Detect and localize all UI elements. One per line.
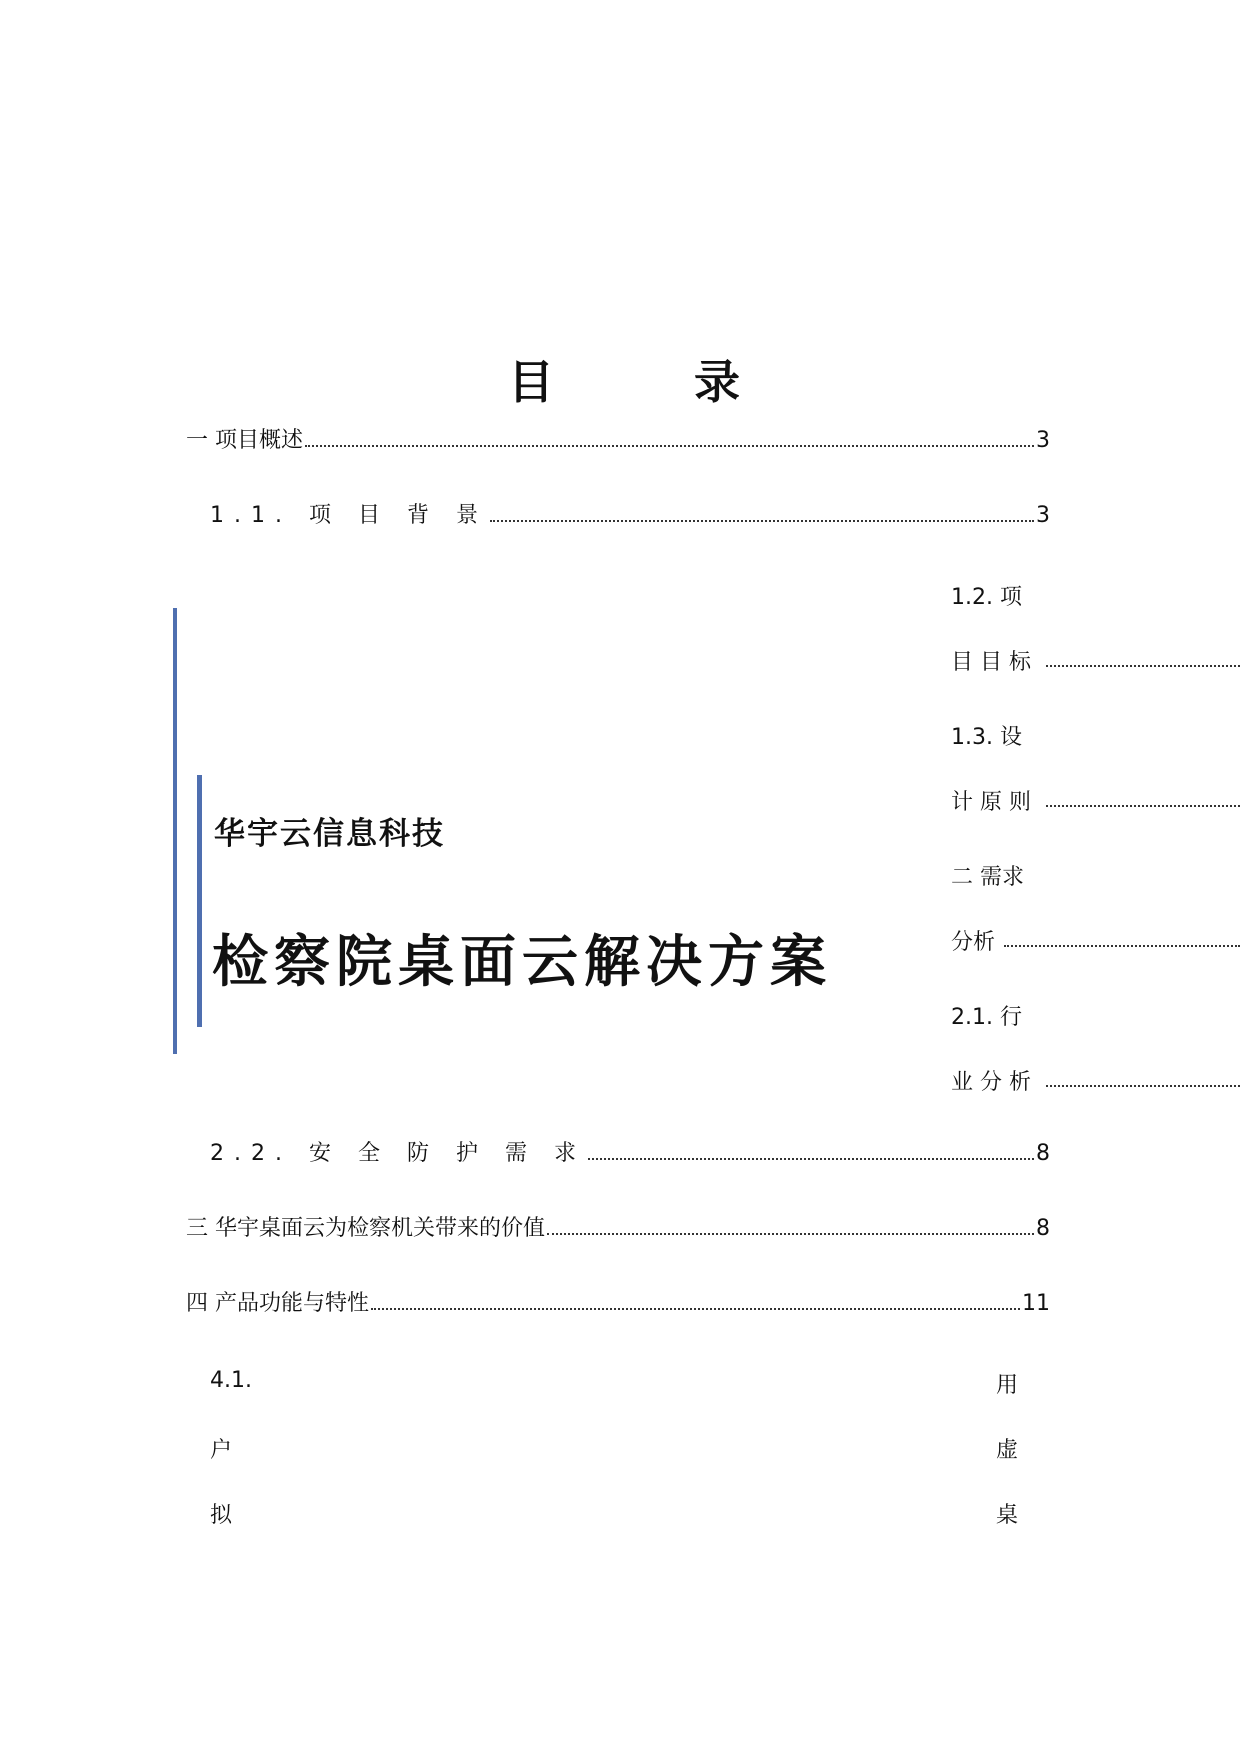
toc-entry-4[interactable] — [186, 1214, 1050, 1244]
toc-entry-label: 三 华宇桌面云为检察机关带来的价值 — [186, 1216, 545, 1241]
toc-title: 目 录 — [508, 355, 803, 409]
toc-entry-page: 11 — [1022, 1291, 1050, 1316]
toc-leader-dots — [547, 1233, 1034, 1235]
toc-entry-label: 2.2. 安 全 防 护 需 求 — [210, 1141, 586, 1166]
toc-leader-dots — [1046, 805, 1240, 807]
toc-leader-dots — [305, 445, 1034, 447]
toc-leader-dots — [490, 520, 1034, 522]
toc-leader-dots — [588, 1158, 1034, 1160]
toc-side-line[interactable]: 1.3. 设 — [951, 725, 1022, 750]
toc-side-line[interactable]: 目 目 标 — [951, 650, 1031, 675]
toc-side-line[interactable]: 计 原 则 — [951, 790, 1031, 815]
toc-leader-dots — [1046, 1085, 1240, 1087]
toc-split-right[interactable]: 虚 — [996, 1438, 1019, 1463]
toc-entry-2[interactable] — [210, 501, 1050, 531]
toc-leader-dots — [371, 1308, 1020, 1310]
toc-side-line[interactable]: 二 需求 — [951, 865, 1024, 890]
toc-entry-page: 8 — [1036, 1216, 1050, 1241]
cover-title: 检察院桌面云解决方案 — [212, 929, 832, 995]
toc-entry-5[interactable] — [186, 1289, 1050, 1319]
toc-side-line[interactable]: 分析 — [951, 930, 996, 955]
toc-entry-1[interactable] — [186, 426, 1050, 456]
toc-entry-page: 3 — [1036, 503, 1050, 528]
cover-accent-bar-inner — [197, 775, 202, 1027]
toc-side-line[interactable]: 1.2. 项 — [951, 585, 1022, 610]
toc-entry-page: 3 — [1036, 428, 1050, 453]
toc-entry-label: 四 产品功能与特性 — [186, 1291, 369, 1316]
toc-entry-page: 8 — [1036, 1141, 1050, 1166]
toc-entry-label: 一 项目概述 — [186, 428, 303, 453]
toc-split-right[interactable]: 桌 — [996, 1503, 1019, 1528]
toc-entry-label: 1.1. 项 目 背 景 — [210, 503, 488, 528]
cover-accent-bar-outer — [173, 608, 177, 1054]
toc-split-left[interactable]: 拟 — [210, 1503, 233, 1528]
toc-split-left[interactable]: 户 — [210, 1438, 233, 1463]
toc-side-line[interactable]: 业 分 析 — [951, 1070, 1031, 1095]
toc-side-line[interactable]: 2.1. 行 — [951, 1005, 1022, 1030]
toc-leader-dots — [1004, 945, 1240, 947]
toc-split-left[interactable]: 4.1. — [210, 1368, 252, 1393]
toc-split-right[interactable]: 用 — [996, 1373, 1019, 1398]
toc-leader-dots — [1046, 665, 1240, 667]
toc-entry-3[interactable] — [210, 1139, 1050, 1169]
company-name: 华宇云信息科技 — [214, 816, 445, 852]
